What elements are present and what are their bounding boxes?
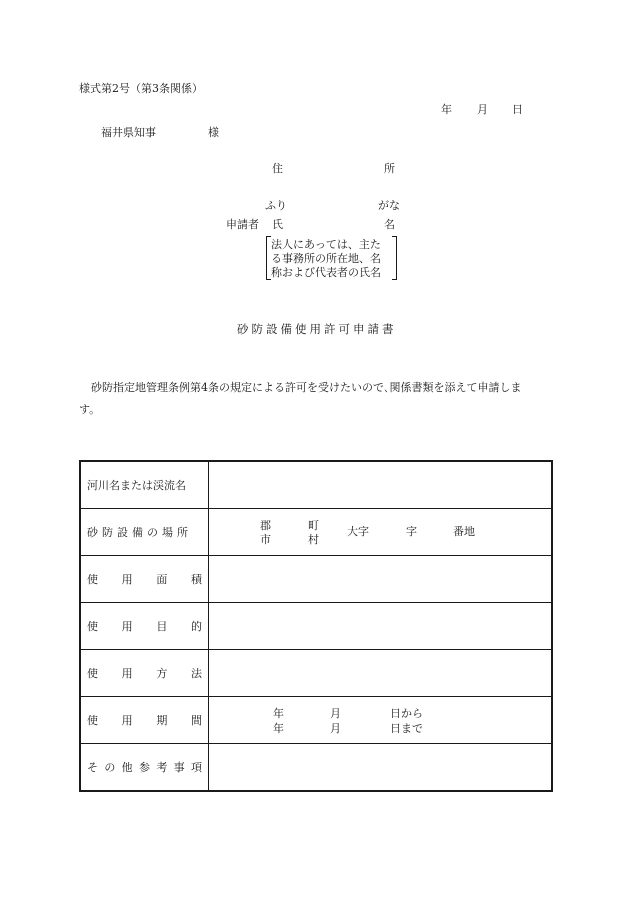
label-char: 間 [190,714,202,727]
label-char: 方 [156,667,168,680]
period-end-month: 月 [330,722,341,735]
oaza-label: 大字 [347,525,369,538]
label-char: の [104,761,116,774]
document-title: 砂防設備使用許可申請書 [237,322,397,336]
application-table [79,460,553,792]
period-start-day: 日から [390,707,423,720]
table-row [80,509,552,556]
body-text-line1: 砂防指定地管理条例第4条の規定による許可を受けたいので､関係書類を添えて申請しま [91,381,522,394]
name-label-end: 名 [384,218,395,231]
label-text: 河川名または渓流名 [87,479,186,492]
label-char: 用 [121,714,133,727]
label-char: 使 [87,620,98,633]
date-year-label: 年 [441,103,452,116]
table-row [80,461,552,509]
date-month-label: 月 [477,103,488,116]
row-label [80,461,209,509]
body-text-line2: す。 [79,403,101,416]
facility-location-label [87,524,202,540]
label-char: 用 [121,620,133,633]
label-char: 使 [87,714,98,727]
usage-area-label [87,571,202,587]
usage-purpose-label [87,618,202,634]
machi-label: 町 [308,519,319,532]
usage-purpose-field[interactable] [209,603,553,650]
table-row [80,650,552,697]
label-char: 使 [87,573,98,586]
right-bracket [392,236,397,280]
label-text: 砂防設備の場所 [87,526,192,539]
label-char: 考 [156,761,168,774]
label-char: 用 [121,667,133,680]
applicant-label: 申請者 [226,218,259,231]
label-char: 法 [190,667,202,680]
address-label-end: 所 [384,162,395,175]
note-line: 称および代表者の氏名 [271,266,381,279]
usage-method-field[interactable] [209,650,553,697]
period-end-day: 日まで [390,722,423,735]
label-char: 積 [190,573,202,586]
shi-label: 市 [260,533,271,546]
period-start-year: 年 [273,707,284,720]
label-char: 他 [121,761,133,774]
note-line: 法人にあっては、主た [271,238,381,251]
row-label [80,509,209,556]
address-label-start: 住 [272,162,283,175]
table-row [80,697,552,744]
period-start-month: 月 [330,707,341,720]
furigana-label-end: がな [378,199,400,212]
label-char: 用 [121,573,133,586]
label-char: そ [87,761,98,774]
other-notes-label [87,759,202,775]
name-label-start: 氏 [272,218,283,231]
label-char: 期 [156,714,168,727]
label-char: 事 [173,761,185,774]
row-label [80,603,209,650]
usage-period-label [87,712,202,728]
label-char: 参 [138,761,150,774]
mura-label: 村 [308,533,319,546]
period-end-year: 年 [273,722,284,735]
row-label [80,650,209,697]
addressee: 福井県知事 [101,126,156,139]
label-char: 面 [156,573,168,586]
usage-area-field[interactable] [209,556,553,603]
table-row [80,603,552,650]
other-notes-field[interactable] [209,744,553,792]
label-char: 項 [190,761,202,774]
row-label [80,697,209,744]
table-row [80,556,552,603]
usage-period-field[interactable] [209,697,553,744]
river-name-label [87,477,202,493]
furigana-label-start: ふり [265,199,287,212]
row-label [80,744,209,792]
table-row [80,744,552,792]
usage-method-label [87,665,202,681]
aza-label: 字 [406,525,417,538]
corporate-note [266,236,397,278]
label-char: 使 [87,667,98,680]
label-char: 的 [190,620,202,633]
river-name-field[interactable] [209,461,553,509]
row-label [80,556,209,603]
date-day-label: 日 [512,103,523,116]
label-char: 目 [156,620,168,633]
gun-label: 郡 [260,519,271,532]
facility-location-field[interactable] [209,509,553,556]
addressee-honorific: 様 [208,126,219,139]
form-number: 様式第2号（第3条関係） [79,82,203,95]
note-line: る事務所の所在地、名 [271,252,381,265]
banchi-label: 番地 [453,525,475,538]
